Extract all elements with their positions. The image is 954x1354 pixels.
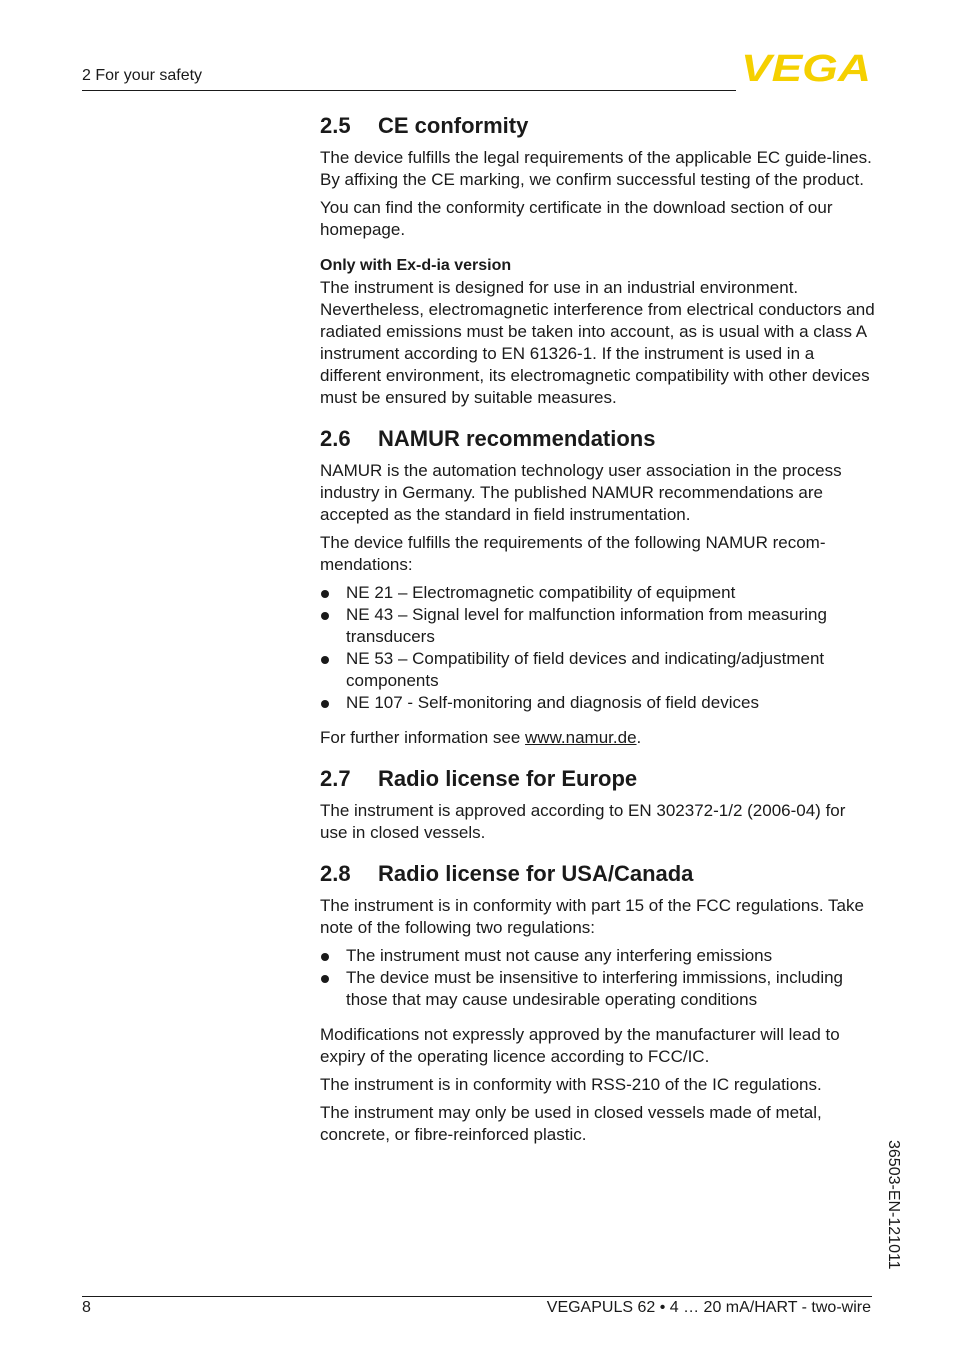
paragraph: The device fulfills the requirements of the following NAMUR recom-mendations: <box>320 533 826 574</box>
paragraph: The device fulfills the legal requirements of the applicable EC guide-lines. By affixing the CE marking, we confirm successful testing of the product. <box>320 148 872 189</box>
paragraph: You can find the conformity certificate in the download section of our homepage. <box>320 198 833 239</box>
header-divider <box>82 90 736 91</box>
section-heading: 2.8 Radio license for USA/Canada <box>320 861 694 886</box>
section-heading: 2.6 NAMUR recommendations <box>320 426 656 451</box>
bullet-icon <box>321 700 329 708</box>
section-ce-conformity <box>320 112 876 409</box>
section-heading: 2.5 CE conformity <box>320 113 529 138</box>
section-radio-europe <box>320 765 876 844</box>
section-radio-usa-canada <box>320 860 876 1146</box>
fcc-list <box>320 945 876 1011</box>
running-header: 2 For your safety <box>82 67 203 84</box>
main-content <box>320 112 876 1152</box>
paragraph: The instrument may only be used in closed vessels made of metal, concrete, or fibre-reinforced plastic. <box>320 1103 822 1144</box>
footer-divider <box>82 1296 872 1297</box>
page-number: 8 <box>82 1299 91 1316</box>
vega-logo <box>741 52 873 84</box>
section-heading: 2.7 Radio license for Europe <box>320 766 638 791</box>
section-namur <box>320 425 876 749</box>
svg-text:VEGA: VEGA <box>741 52 871 84</box>
list-item: The device must be insensitive to interfering immissions, including those that may cause undesirable operating conditions <box>320 967 876 1011</box>
paragraph: NAMUR is the automation technology user association in the process industry in Germany. The published NAMUR recommendations are accepted as the standard in field instrumentation. <box>320 461 842 524</box>
bullet-icon <box>321 975 329 983</box>
list-item: The instrument must not cause any interfering emissions <box>320 945 876 967</box>
paragraph: The instrument is in conformity with RSS-210 of the IC regulations. <box>320 1075 822 1094</box>
namur-link[interactable]: www.namur.de <box>525 728 637 747</box>
bullet-icon <box>321 656 329 664</box>
paragraph: The instrument is in conformity with part 15 of the FCC regulations. Take note of the following two regulations: <box>320 896 864 937</box>
list-item: NE 43 – Signal level for malfunction information from measuring transducers <box>320 604 876 648</box>
paragraph: The instrument is designed for use in an industrial environment. Nevertheless, electromagnetic interference from electrical conductors and radiated emissions must be taken into account, as is usual with a class A instrument according to EN 61326-1. If the instrument is used in a different environment, its electromagnetic compatibility with other devices must be ensured by suitable measures. <box>320 278 875 407</box>
paragraph: Modifications not expressly approved by the manufacturer will lead to expiry of the operating licence according to FCC/IC. <box>320 1025 840 1066</box>
list-item: NE 107 - Self-monitoring and diagnosis of field devices <box>320 692 876 714</box>
paragraph: The instrument is approved according to EN 302372-1/2 (2006-04) for use in closed vessels. <box>320 801 846 842</box>
list-item: NE 21 – Electromagnetic compatibility of equipment <box>320 582 876 604</box>
bullet-icon <box>321 953 329 961</box>
further-info: For further information see www.namur.de. <box>320 728 642 747</box>
bullet-icon <box>321 612 329 620</box>
namur-list <box>320 582 876 714</box>
document-code: 36503-EN-121011 <box>885 1140 902 1270</box>
subheading: Only with Ex-d-ia version <box>320 257 512 274</box>
bullet-icon <box>321 590 329 598</box>
list-item: NE 53 – Compatibility of field devices and indicating/adjustment components <box>320 648 876 692</box>
footer-title: VEGAPULS 62 • 4 … 20 mA/HART - two-wire <box>546 1299 871 1316</box>
